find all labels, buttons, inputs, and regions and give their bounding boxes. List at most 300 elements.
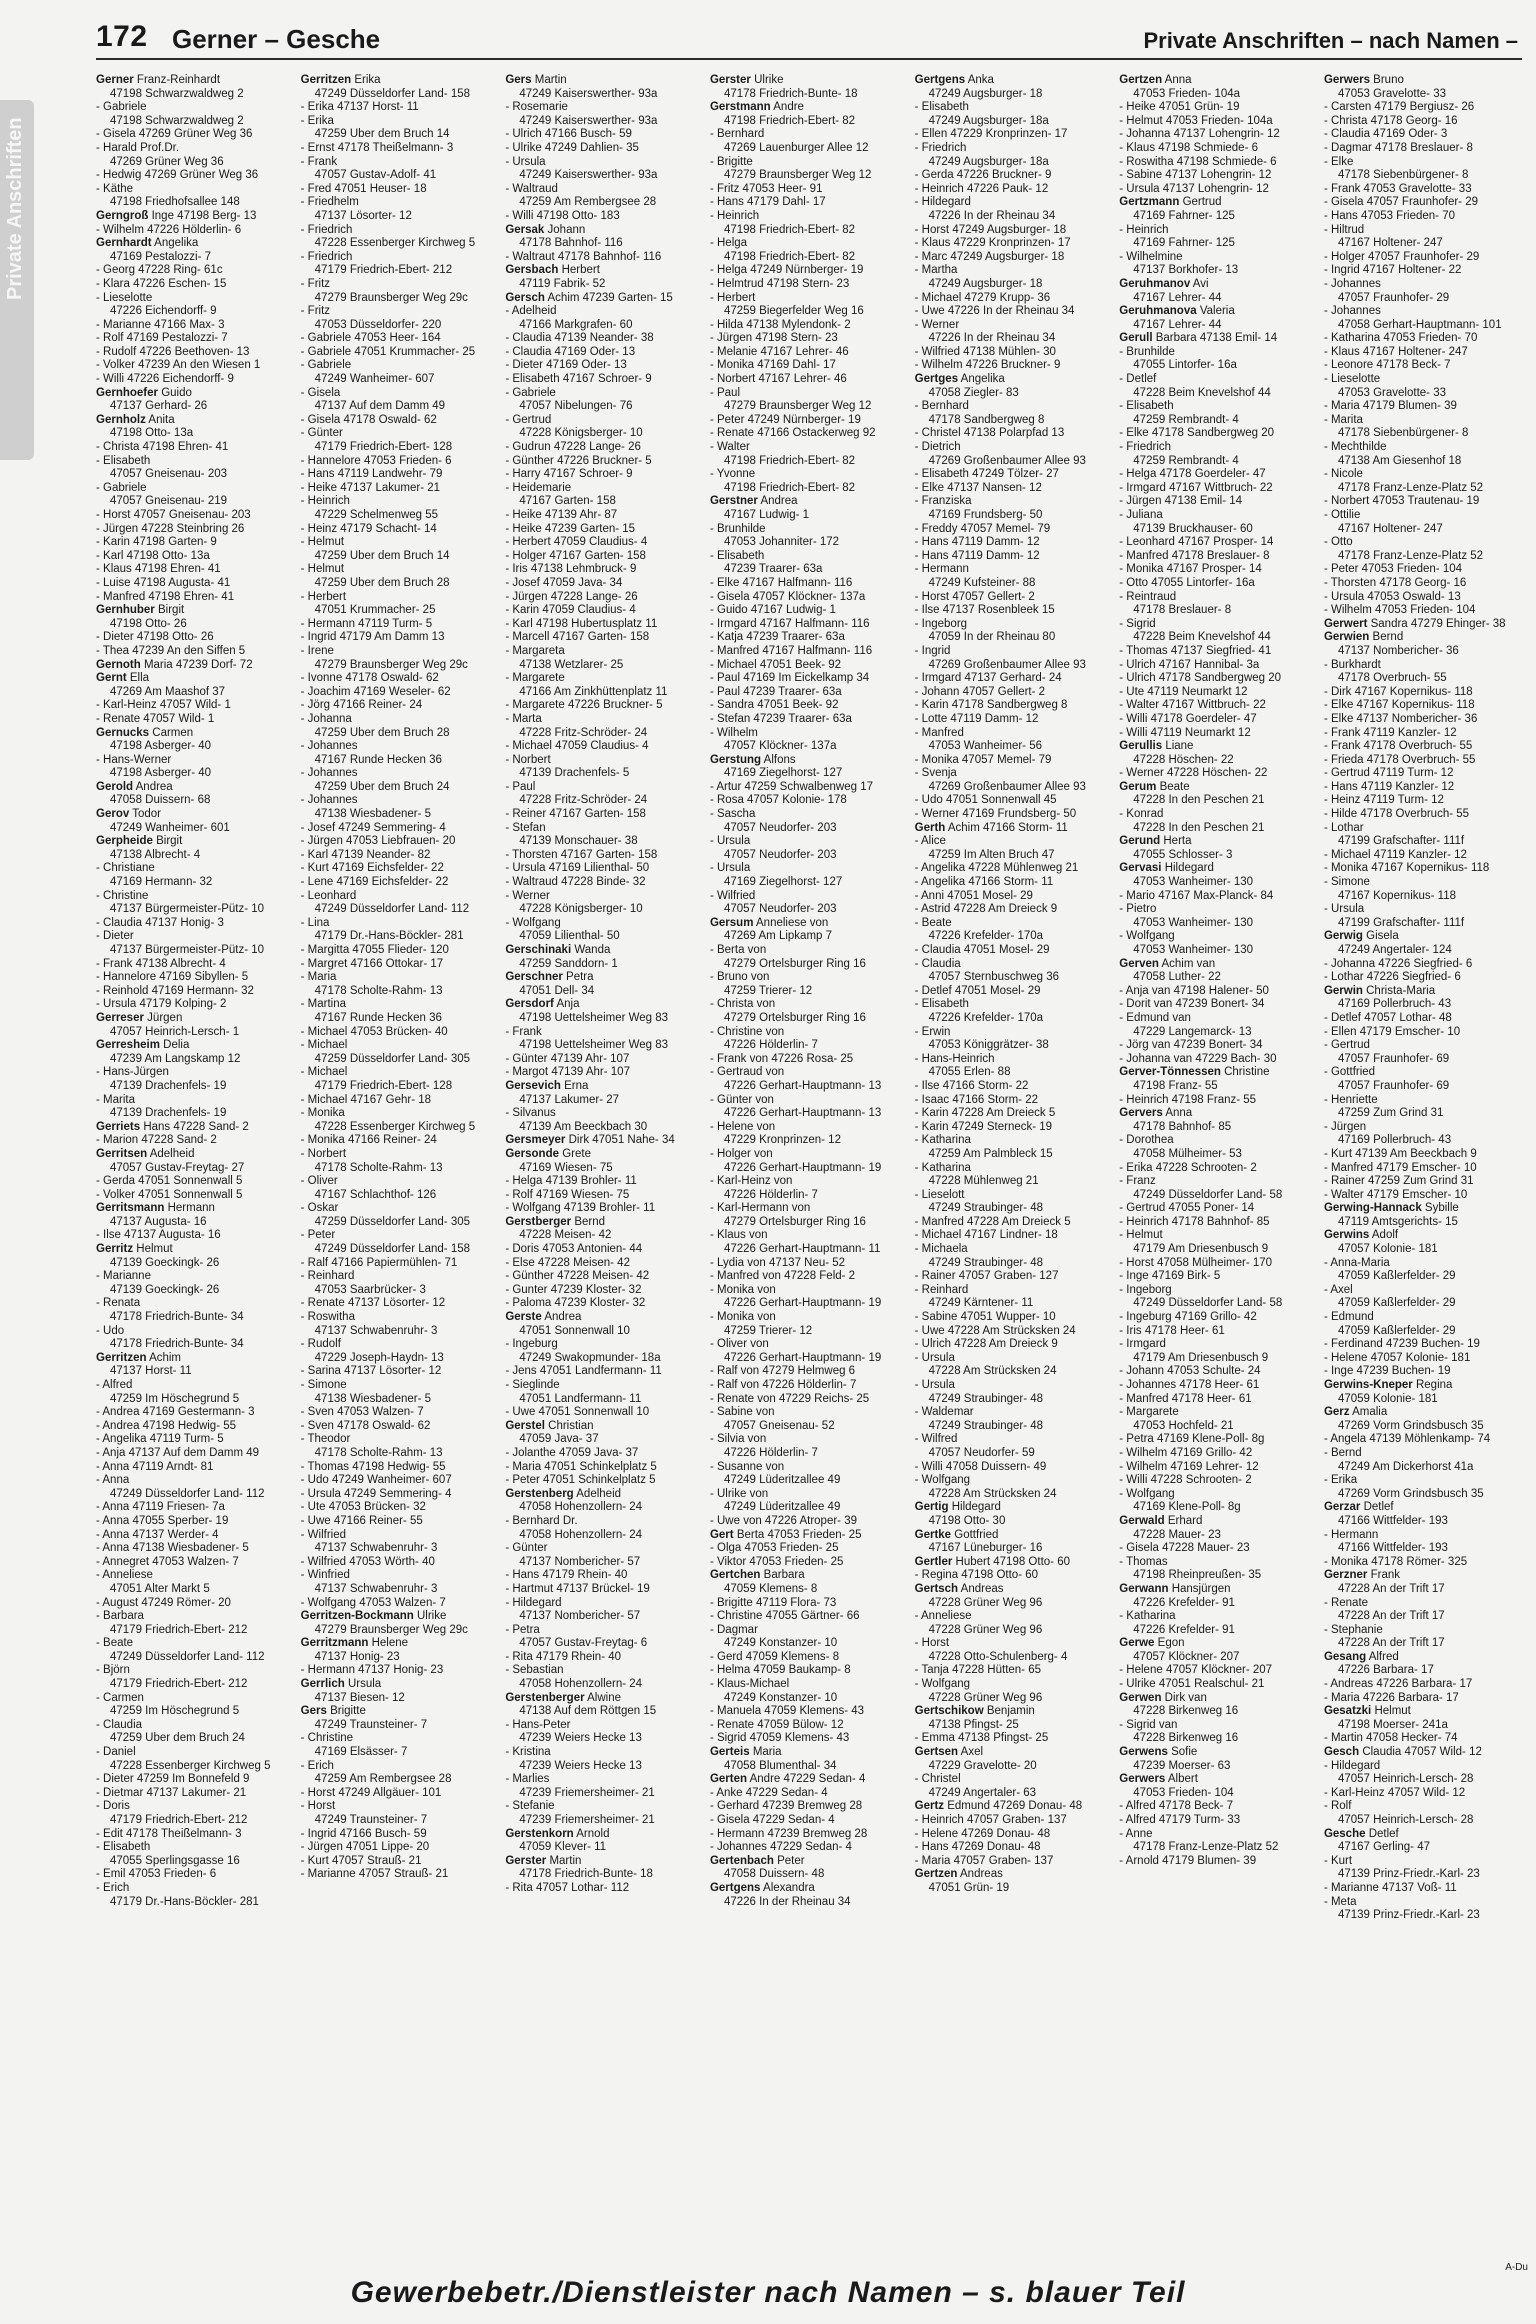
entry-text: 47051 Landfermann- 11: [519, 1392, 642, 1405]
directory-entry: [710, 1760, 910, 1774]
entry-text: - Uwe 47166 Reiner- 55: [300, 1514, 423, 1527]
entry-text: - Heinrich: [1119, 223, 1169, 236]
directory-entry: [710, 971, 910, 985]
directory-entry: [1119, 264, 1319, 278]
directory-entry: [1324, 251, 1524, 265]
directory-entry: [710, 1026, 910, 1040]
directory-entry: [710, 1352, 910, 1366]
entry-text: - Günter von: [709, 1093, 774, 1106]
directory-entry: [96, 944, 296, 958]
entry-text: Martin: [549, 1854, 582, 1867]
entry-text: Hubert 47198 Otto- 60: [955, 1555, 1070, 1568]
directory-entry-surname: [1119, 835, 1319, 849]
entry-text: 47057 Neudorfer- 203: [723, 903, 837, 916]
directory-entry: [1324, 495, 1524, 509]
directory-entry: [1324, 713, 1524, 727]
entry-text: - Walter 47167 Wittbruch- 22: [1119, 699, 1266, 712]
entry-text: - Katharina: [914, 1161, 971, 1174]
surname: Gert: [709, 1528, 734, 1541]
entry-text: - Hiltrud: [1323, 223, 1365, 236]
directory-entry: [710, 536, 910, 550]
directory-entry-surname: [915, 822, 1115, 836]
entry-text: - Norbert 47167 Lehrer- 46: [709, 373, 847, 386]
directory-entry: [505, 1229, 705, 1243]
entry-text: - Nicole: [1323, 468, 1363, 481]
surname: Gertchen: [709, 1569, 761, 1582]
directory-entry: [505, 1474, 705, 1488]
directory-entry: [710, 1080, 910, 1094]
directory-entry: [710, 1637, 910, 1651]
entry-text: Alfred: [1368, 1650, 1399, 1663]
entry-text: 47053 Königgrätzer- 38: [928, 1039, 1049, 1052]
directory-entry: [710, 427, 910, 441]
directory-entry: [710, 890, 910, 904]
entry-text: - Manfred 47178 Heer- 61: [1119, 1392, 1252, 1405]
directory-entry: [1119, 754, 1319, 768]
entry-text: - Ilse 47137 Rosenbleek 15: [914, 604, 1055, 617]
directory-entry: [96, 251, 296, 265]
entry-text: - Johannes: [300, 794, 358, 807]
directory-entry: [96, 1393, 296, 1407]
directory-entry: [710, 1583, 910, 1597]
directory-entry: [301, 1148, 501, 1162]
entry-text: - Sabine 47137 Lohengrin- 12: [1119, 169, 1272, 182]
entry-text: - Wilfried 47053 Wörth- 40: [300, 1555, 435, 1568]
entry-text: Birgit: [158, 604, 185, 617]
directory-entry: [1324, 1773, 1524, 1787]
directory-entry: [1119, 1447, 1319, 1461]
directory-entry: [1119, 1121, 1319, 1135]
directory-entry-surname: [301, 74, 501, 88]
entry-text: 47057 Heinrich-Lersch- 1: [110, 1025, 240, 1038]
entry-text: 47053 Gravelotte- 33: [1337, 87, 1446, 100]
entry-text: - Helene 47057 Klöckner- 207: [1119, 1664, 1273, 1677]
directory-entry: [1119, 849, 1319, 863]
entry-text: - Margret 47166 Ottokar- 17: [300, 957, 444, 970]
directory-entry: [710, 998, 910, 1012]
directory-entry: [96, 930, 296, 944]
entry-text: - Dirk 47167 Kopernikus- 118: [1323, 685, 1473, 698]
entry-text: - Ulrich 47178 Sandbergweg 20: [1119, 672, 1282, 685]
surname: Gerster: [505, 1854, 547, 1867]
entry-text: - Lieselotte: [96, 291, 153, 304]
directory-entry: [915, 659, 1115, 673]
entry-text: 47259 Rembrandt- 4: [1133, 454, 1239, 467]
entry-text: - Wolfgang 47053 Walzen- 7: [300, 1596, 446, 1609]
entry-text: - Margareta: [505, 644, 565, 657]
entry-text: Jürgen: [147, 1011, 183, 1024]
directory-entry: [301, 1325, 501, 1339]
directory-entry: [915, 455, 1115, 469]
entry-text: Benjamin: [986, 1705, 1035, 1718]
directory-entry: [1324, 1393, 1524, 1407]
entry-text: - Ingrid 47167 Holtener- 22: [1323, 264, 1462, 277]
directory-entry: [96, 686, 296, 700]
directory-entry: [96, 1501, 296, 1515]
directory-entry: [1119, 1542, 1319, 1556]
directory-entry: [1119, 890, 1319, 904]
entry-text: 47249 Düsseldorfer Land- 158: [314, 87, 471, 100]
entry-text: - Monika 47178 Römer- 325: [1323, 1555, 1468, 1568]
entry-text: 47198 Asberger- 40: [110, 740, 212, 753]
entry-text: - Helene von: [709, 1120, 776, 1133]
entry-text: - Sarina 47137 Lösorter- 12: [300, 1365, 442, 1378]
entry-text: - Rainer 47057 Graben- 127: [914, 1270, 1059, 1283]
directory-entry: [505, 387, 705, 401]
directory-entry: [1119, 917, 1319, 931]
directory-entry: [1119, 441, 1319, 455]
entry-text: 47259 Über dem Bruch 28: [314, 726, 450, 739]
entry-text: Herbert: [561, 264, 600, 277]
entry-text: - Angelika 47119 Turm- 5: [96, 1433, 224, 1446]
entry-text: Christa-Maria: [1366, 984, 1436, 997]
entry-text: - Hildegard: [1323, 1759, 1381, 1772]
directory-entry: [710, 509, 910, 523]
directory-entry-surname: [96, 604, 296, 618]
entry-text: - Klaus 47198 Ehren- 41: [96, 563, 221, 576]
directory-entry: [1324, 1433, 1524, 1447]
entry-text: - Johannes: [1323, 305, 1381, 318]
entry-text: 47269 Großenbaumer Allee 93: [928, 454, 1086, 467]
directory-entry: [96, 876, 296, 890]
entry-text: - Hermann: [1323, 1528, 1379, 1541]
entry-text: - Sven 47178 Oswald- 62: [300, 1419, 431, 1432]
entry-text: - Heinrich 47226 Pauk- 12: [914, 182, 1049, 195]
entry-text: 47249 Straubinger- 48: [928, 1392, 1044, 1405]
directory-entry: [301, 1624, 501, 1638]
directory-entry: [710, 1841, 910, 1855]
directory-entry: [1324, 808, 1524, 822]
entry-text: - Else 47228 Meisen- 42: [505, 1256, 630, 1269]
directory-entry-surname: [505, 74, 705, 88]
directory-entry: [915, 1678, 1115, 1692]
directory-entry: [505, 305, 705, 319]
directory-entry: [710, 1433, 910, 1447]
directory-entry: [1324, 1678, 1524, 1692]
entry-text: - Ottilie: [1323, 509, 1361, 521]
entry-text: 47199 Grafschafter- 111f: [1337, 835, 1465, 848]
entry-text: - Friedrich: [300, 223, 353, 236]
entry-text: - Ralf 47166 Papiermühlen- 71: [300, 1256, 458, 1269]
entry-text: 47178 Scholte-Rahm- 13: [314, 1161, 443, 1174]
entry-text: Hildegard: [1164, 862, 1214, 875]
entry-text: - Heidemarie: [505, 481, 572, 494]
directory-entry-surname: [1119, 958, 1319, 972]
surname: Gerritz: [96, 1243, 134, 1256]
directory-entry: [710, 1597, 910, 1611]
directory-entry: [1119, 971, 1319, 985]
directory-entry: [710, 1732, 910, 1746]
entry-text: - Barbara: [96, 1610, 144, 1623]
entry-text: - Norbert: [300, 1147, 347, 1160]
entry-text: 47228 Grüner Weg 96: [928, 1596, 1043, 1609]
entry-text: - Peter 47053 Frieden- 104: [1323, 563, 1463, 576]
entry-text: 47249 Traunsteiner- 7: [314, 1718, 428, 1731]
entry-text: - Monika 47166 Reiner- 24: [300, 1134, 437, 1147]
entry-text: Detlef: [1368, 1827, 1399, 1840]
directory-entry-surname: [915, 1868, 1115, 1882]
directory-entry: [710, 794, 910, 808]
entry-text: - Friedhelm: [300, 196, 359, 209]
directory-entry: [1324, 672, 1524, 686]
directory-entry: [301, 930, 501, 944]
entry-text: 47226 Hölderlin- 7: [723, 1188, 818, 1201]
directory-entry: [96, 509, 296, 523]
entry-text: - Johanna van 47229 Bach- 30: [1119, 1052, 1277, 1065]
directory-entry-surname: [505, 998, 705, 1012]
entry-text: - Gabriele 47051 Krummacher- 25: [300, 345, 476, 358]
entry-text: - Christa 47178 Georg- 16: [1323, 114, 1458, 127]
directory-entry: [1324, 441, 1524, 455]
entry-text: - Elisabeth: [914, 998, 969, 1011]
entry-text: - Alfred 47179 Turm- 33: [1119, 1814, 1241, 1826]
entry-text: - Kurt 47057 Strauß- 21: [300, 1854, 422, 1867]
entry-text: 47249 Konstanzer- 10: [723, 1691, 838, 1704]
entry-text: - Günter 47139 Ahr- 107: [505, 1052, 630, 1065]
directory-entry: [1119, 414, 1319, 428]
entry-text: 47259 Sanddorn- 1: [519, 957, 618, 970]
directory-entry: [1324, 292, 1524, 306]
directory-entry: [1324, 849, 1524, 863]
entry-text: 47119 Fabrik- 52: [519, 277, 606, 290]
entry-text: 47059 Kaßlerfelder- 29: [1337, 1324, 1456, 1337]
entry-text: Sandra 47279 Ehinger- 38: [1370, 617, 1506, 630]
directory-entry: [710, 876, 910, 890]
entry-text: - Karl 47198 Otto- 13a: [96, 549, 210, 562]
entry-text: 47198 Asberger- 40: [110, 767, 212, 780]
directory-entry: [96, 1461, 296, 1475]
directory-entry: [505, 1338, 705, 1352]
surname: Gerth: [914, 821, 946, 834]
surname: Gerwig: [1323, 930, 1363, 943]
directory-entry: [301, 1556, 501, 1570]
directory-entry: [1324, 958, 1524, 972]
directory-entry: [505, 1447, 705, 1461]
directory-entry: [301, 210, 501, 224]
entry-text: - Freddy 47057 Memel- 79: [914, 522, 1051, 535]
entry-text: 47269 Lauenburger Allee 12: [723, 141, 869, 154]
directory-entry: [915, 1474, 1115, 1488]
entry-text: - Margarete: [1119, 1406, 1179, 1419]
entry-text: 47226 In der Rheinau 34: [723, 1895, 851, 1908]
directory-entry: [915, 251, 1115, 265]
entry-text: Grete: [562, 1147, 591, 1160]
directory-entry: [915, 88, 1115, 102]
entry-text: - Friedrich: [300, 250, 353, 263]
directory-entry: [505, 1597, 705, 1611]
surname: Gertschikow: [914, 1705, 984, 1718]
entry-text: 47178 Friedrich-Bunte- 18: [519, 1868, 653, 1881]
entry-text: Beate: [1159, 780, 1190, 793]
entry-text: - Kurt 47139 Am Beeckbach 9: [1323, 1147, 1477, 1160]
entry-text: 47226 Gerhart-Hauptmann- 13: [723, 1079, 882, 1092]
directory-entry: [710, 958, 910, 972]
directory-entry: [710, 835, 910, 849]
directory-entry: [301, 998, 501, 1012]
entry-text: - Horst: [914, 1637, 950, 1650]
directory-entry: [96, 822, 296, 836]
directory-entry: [915, 563, 1115, 577]
directory-entry: [505, 156, 705, 170]
directory-entry: [915, 142, 1115, 156]
entry-text: 47169 Fahrner- 125: [1133, 237, 1235, 250]
entry-text: 47179 Am Driesenbusch 9: [1133, 1351, 1269, 1364]
entry-text: 47167 Holtener- 247: [1337, 237, 1443, 250]
directory-entry: [710, 156, 910, 170]
surname: Gertgens: [709, 1881, 761, 1894]
directory-entry: [96, 740, 296, 754]
directory-entry: [915, 1814, 1115, 1828]
directory-entry: [1119, 1651, 1319, 1665]
directory-entry: [301, 482, 501, 496]
directory-entry: [1324, 917, 1524, 931]
entry-text: Guido: [161, 386, 192, 399]
entry-text: - Jörg 47166 Reiner- 24: [300, 699, 423, 712]
entry-text: - Theodor: [300, 1433, 351, 1446]
entry-text: Bruno: [1373, 74, 1404, 86]
entry-text: Andreas: [960, 1868, 1003, 1881]
entry-text: 47198 Schwarzwaldweg 2: [110, 87, 244, 100]
entry-text: - Henriette: [1323, 1093, 1378, 1106]
directory-entry: [1119, 128, 1319, 142]
directory-entry: [301, 1501, 501, 1515]
directory-entry-surname: [710, 1746, 910, 1760]
directory-entry: [710, 1162, 910, 1176]
directory-entry: [710, 1868, 910, 1882]
directory-entry: [301, 1257, 501, 1271]
directory-entry: [1119, 169, 1319, 183]
directory-entry: [505, 1365, 705, 1379]
directory-entry: [301, 1719, 501, 1733]
directory-entry: [505, 523, 705, 537]
entry-text: - Hermann 47137 Honig- 23: [300, 1664, 444, 1677]
entry-text: - Tanja 47228 Hütten- 65: [914, 1664, 1042, 1677]
entry-text: 47051 Krummacher- 25: [314, 604, 436, 617]
entry-text: - Manfred 47198 Ehren- 41: [96, 590, 235, 603]
entry-text: - Jens 47051 Landfermann- 11: [505, 1365, 662, 1378]
directory-entry: [301, 1270, 501, 1284]
entry-text: - Rita 47179 Rhein- 40: [505, 1650, 622, 1663]
entry-text: - Karin 47228 Am Dreieck 5: [914, 1107, 1056, 1120]
directory-entry: [710, 1134, 910, 1148]
entry-text: - Horst 47057 Gellert- 2: [914, 590, 1035, 603]
entry-text: - Heinz 47179 Schacht- 14: [300, 522, 437, 535]
entry-text: - Gertrud: [505, 413, 552, 426]
entry-text: - Karin 47059 Claudius- 4: [505, 604, 636, 617]
entry-text: 47239 Moerser- 63: [1133, 1759, 1231, 1772]
directory-entry: [301, 862, 501, 876]
directory-entry: [1119, 1760, 1319, 1774]
entry-text: - Elke 47137 Nombericher- 36: [1323, 712, 1478, 725]
directory-entry: [1119, 998, 1319, 1012]
directory-entry: [301, 1474, 501, 1488]
entry-text: Angelika: [960, 373, 1005, 386]
directory-entry-surname: [96, 808, 296, 822]
entry-text: 47259 Düsseldorfer Land- 305: [314, 1215, 471, 1228]
directory-entry: [1324, 1175, 1524, 1189]
directory-entry: [505, 1162, 705, 1176]
surname: Gersmeyer: [505, 1134, 566, 1147]
surname: Gerov: [96, 808, 130, 821]
entry-text: - Johannes: [300, 767, 358, 780]
entry-text: Liane: [1165, 740, 1194, 753]
entry-text: - Sabine von: [709, 1406, 775, 1419]
entry-text: Amalia: [1352, 1406, 1388, 1419]
entry-text: - Wilfried: [709, 889, 756, 902]
directory-entry: [505, 672, 705, 686]
directory-entry: [505, 183, 705, 197]
directory-entry: [915, 794, 1115, 808]
directory-entry: [1324, 88, 1524, 102]
directory-entry: [301, 1732, 501, 1746]
entry-text: 47169 Pollerbruch- 43: [1337, 998, 1452, 1011]
entry-text: 47228 In den Peschen 21: [1133, 794, 1265, 807]
entry-text: - Martina: [300, 998, 347, 1011]
directory-entry: [1119, 183, 1319, 197]
directory-column-4: [710, 74, 910, 2260]
directory-entry-surname: [915, 74, 1115, 88]
entry-text: - Hilda 47138 Mylendonk- 2: [709, 318, 851, 331]
directory-entry: [1324, 1896, 1524, 1910]
directory-entry: [1119, 577, 1319, 591]
entry-text: 47051 Sonnenwall 10: [519, 1324, 630, 1337]
surname: Gerschner: [505, 971, 563, 984]
directory-entry-surname: [1119, 781, 1319, 795]
entry-text: - Gisela 47228 Mauer- 23: [1119, 1542, 1250, 1555]
directory-entry: [301, 903, 501, 917]
directory-entry: [915, 441, 1115, 455]
entry-text: 47269 Grüner Weg 36: [110, 155, 224, 168]
directory-entry: [1324, 1311, 1524, 1325]
directory-entry: [505, 1284, 705, 1298]
entry-text: 47167 Garten- 158: [519, 495, 616, 508]
directory-entry: [301, 183, 501, 197]
entry-text: - Marianne 47057 Strauß- 21: [300, 1868, 449, 1881]
entry-text: - Thea 47239 An den Siffen 5: [96, 644, 246, 657]
entry-text: Barbara: [763, 1569, 805, 1582]
directory-entry: [1324, 1719, 1524, 1733]
directory-entry: [710, 781, 910, 795]
entry-text: - Claudia: [96, 1718, 143, 1731]
entry-text: 47058 Hohenzollern- 24: [519, 1528, 643, 1541]
entry-text: 47198 Uettelsheimer Weg 83: [519, 1039, 669, 1052]
surname: Gersum: [709, 916, 754, 929]
directory-entry: [505, 509, 705, 523]
directory-entry: [301, 794, 501, 808]
entry-text: 47137 Honig- 23: [314, 1650, 400, 1663]
entry-text: 47198 Otto- 26: [110, 617, 187, 630]
directory-entry: [1119, 536, 1319, 550]
entry-text: 47051 Dell- 34: [519, 984, 595, 997]
entry-text: 47198 Uettelsheimer Weg 83: [519, 1011, 669, 1024]
entry-text: 47269 Vorm Grindsbusch 35: [1337, 1487, 1484, 1500]
entry-text: - Michael: [300, 1039, 348, 1052]
entry-text: - Rita 47057 Lothar- 112: [505, 1881, 630, 1894]
directory-entry: [710, 563, 910, 577]
directory-entry-surname: [505, 971, 705, 985]
entry-text: - Norbert: [505, 753, 551, 766]
entry-text: - Lieselott: [914, 1188, 965, 1201]
directory-entry: [710, 618, 910, 632]
directory-entry: [96, 1637, 296, 1651]
entry-text: 47059 In der Rheinau 80: [928, 631, 1056, 644]
directory-entry: [1324, 686, 1524, 700]
entry-text: 47178 Franz-Lenze-Platz 52: [1337, 549, 1484, 562]
entry-text: - Maria 47057 Graben- 137: [914, 1854, 1054, 1867]
entry-text: - Detlef 47057 Lothar- 48: [1323, 1011, 1452, 1024]
directory-entry: [96, 713, 296, 727]
entry-text: 47057 Nibelungen- 76: [519, 400, 633, 413]
